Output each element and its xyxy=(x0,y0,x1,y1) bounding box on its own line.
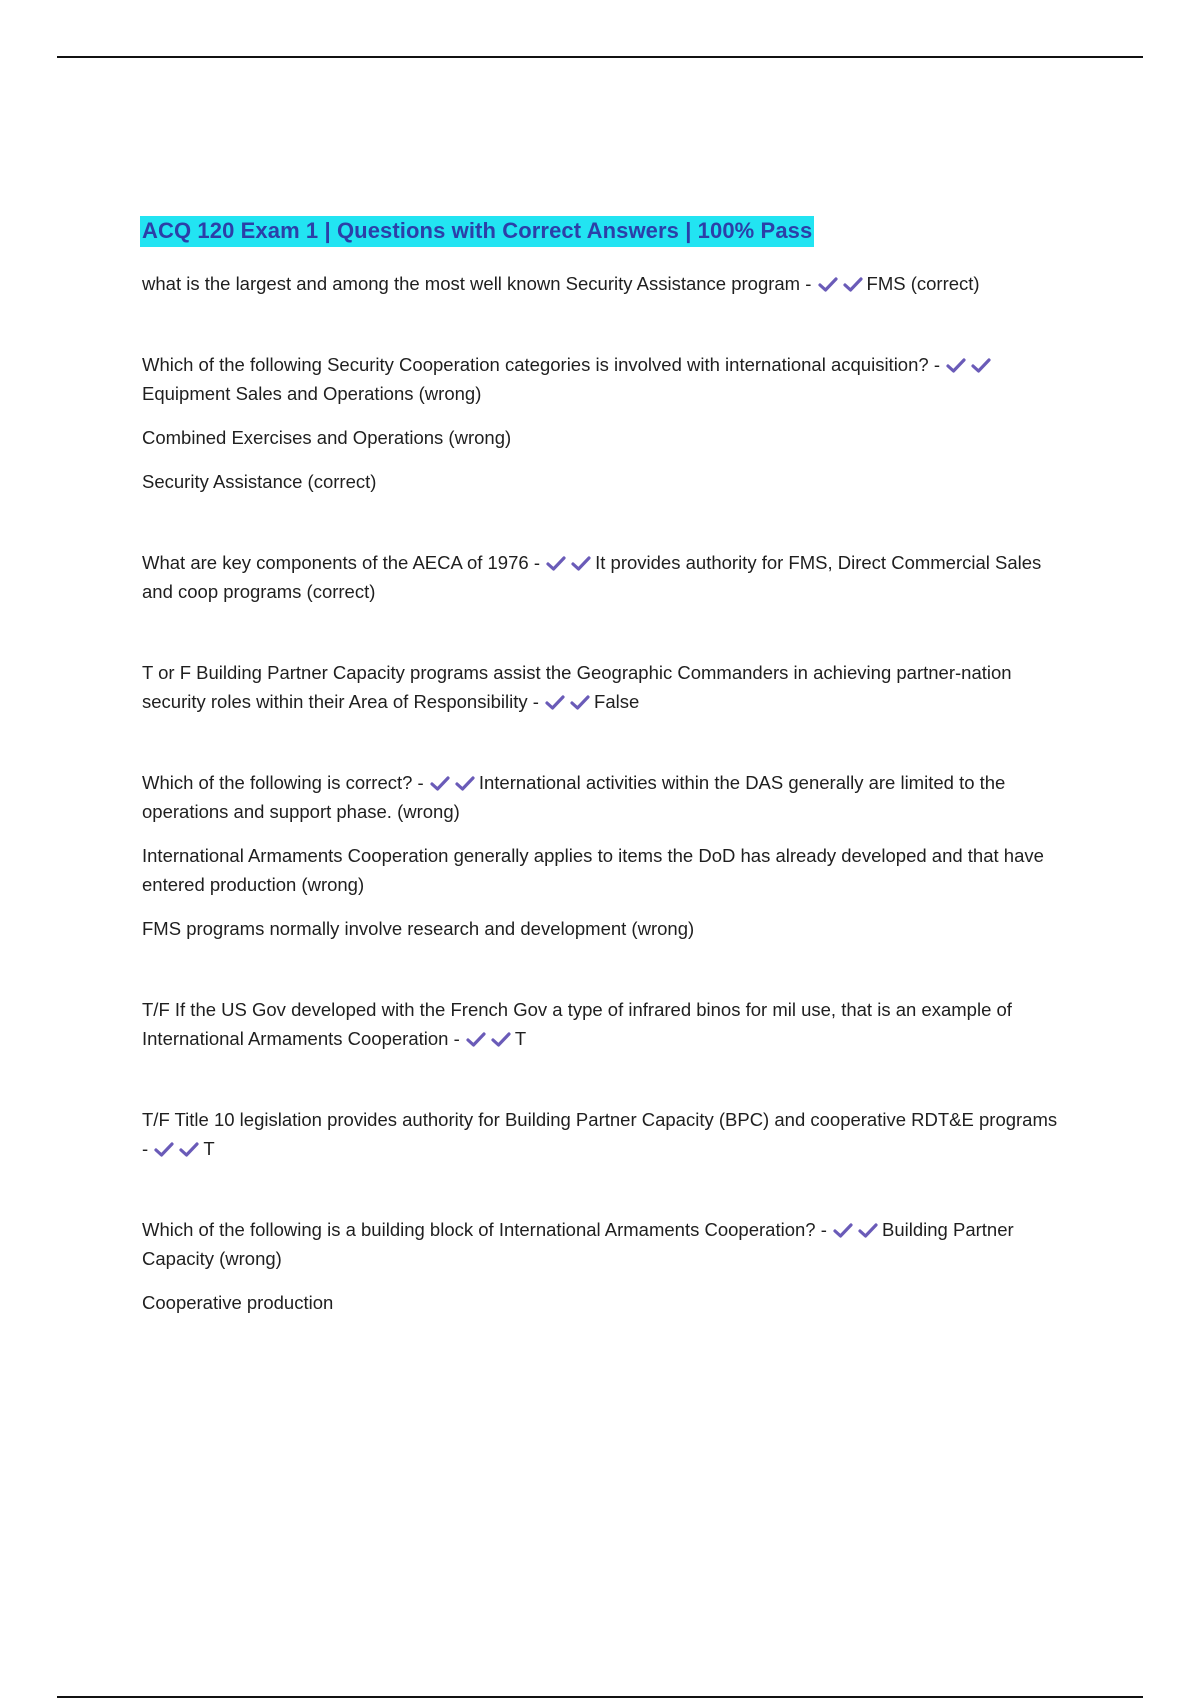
answer-text: T xyxy=(203,1138,215,1159)
check-icon xyxy=(544,694,567,711)
answer-text: False xyxy=(594,691,640,712)
answer-text: It provides authority for FMS, Direct Commercial Sales and coop programs (correct) xyxy=(142,552,1042,602)
answer-text: FMS (correct) xyxy=(866,273,980,294)
check-icon xyxy=(817,276,840,293)
document-title: ACQ 120 Exam 1 | Questions with Correct Answers | 100% Pass xyxy=(142,218,813,243)
check-icon xyxy=(842,276,865,293)
check-icon xyxy=(545,555,568,572)
answer-text: T xyxy=(514,1028,527,1049)
question-text: T/F Title 10 legislation provides authority for Building Partner Capacity (BPC) and cooperative RDT&E programs - xyxy=(142,1109,1058,1159)
check-icon xyxy=(490,1031,513,1048)
check-icon xyxy=(454,775,477,792)
question-line xyxy=(142,768,1062,826)
qa-item xyxy=(142,1105,1062,1163)
footer-rule xyxy=(57,1696,1143,1698)
question-text: What are key components of the AECA of 1976 - xyxy=(142,552,546,573)
check-icon xyxy=(832,1222,855,1239)
question-text: Which of the following is a building block of International Armaments Cooperation? - xyxy=(142,1219,833,1240)
qa-item xyxy=(142,350,1062,496)
answer-option: FMS programs normally involve research and development (wrong) xyxy=(142,918,695,939)
answer-option: Combined Exercises and Operations (wrong) xyxy=(142,427,512,448)
question-line xyxy=(142,548,1062,606)
qa-item xyxy=(142,269,1062,298)
question-text: Which of the following is correct? - xyxy=(142,772,429,793)
check-icon xyxy=(465,1031,488,1048)
qa-item xyxy=(142,995,1062,1053)
answer-text: International activities within the DAS generally are limited to the operations and support phase. (wrong) xyxy=(142,772,1006,822)
answer-option: Security Assistance (correct) xyxy=(142,471,377,492)
question-line xyxy=(142,658,1062,716)
question-text: T/F If the US Gov developed with the French Gov a type of infrared binos for mil use, that is an example of International Armaments Cooperation - xyxy=(142,999,1012,1049)
title-highlight xyxy=(140,216,814,247)
document-body xyxy=(142,216,1062,1317)
answer-option: International Armaments Cooperation generally applies to items the DoD has already developed and that have entered production (wrong) xyxy=(142,845,1044,895)
qa-item xyxy=(142,1215,1062,1317)
answer-option: Cooperative production xyxy=(142,1292,334,1313)
check-icon xyxy=(857,1222,880,1239)
qa-item xyxy=(142,548,1062,606)
check-icon xyxy=(569,694,592,711)
header-rule xyxy=(57,56,1143,58)
qa-item xyxy=(142,768,1062,943)
question-text: what is the largest and among the most well known Security Assistance program - xyxy=(142,273,817,294)
check-icon xyxy=(178,1141,201,1158)
check-icon xyxy=(570,555,593,572)
check-icon xyxy=(429,775,452,792)
question-line xyxy=(142,995,1062,1053)
question-line xyxy=(142,350,1062,408)
question-line xyxy=(142,1105,1062,1163)
question-line xyxy=(142,269,1062,298)
answer-text: Equipment Sales and Operations (wrong) xyxy=(142,383,482,404)
check-icon xyxy=(945,357,968,374)
question-text: T or F Building Partner Capacity programs assist the Geographic Commanders in achieving partner-nation security roles within their Area of Responsibility - xyxy=(142,662,1012,712)
answer-text: Building Partner Capacity (wrong) xyxy=(142,1219,1014,1269)
check-icon xyxy=(153,1141,176,1158)
qa-list xyxy=(142,269,1062,1317)
check-icon xyxy=(970,357,993,374)
qa-item xyxy=(142,658,1062,716)
question-text: Which of the following Security Cooperation categories is involved with international acquisition? - xyxy=(142,354,946,375)
question-line xyxy=(142,1215,1062,1273)
